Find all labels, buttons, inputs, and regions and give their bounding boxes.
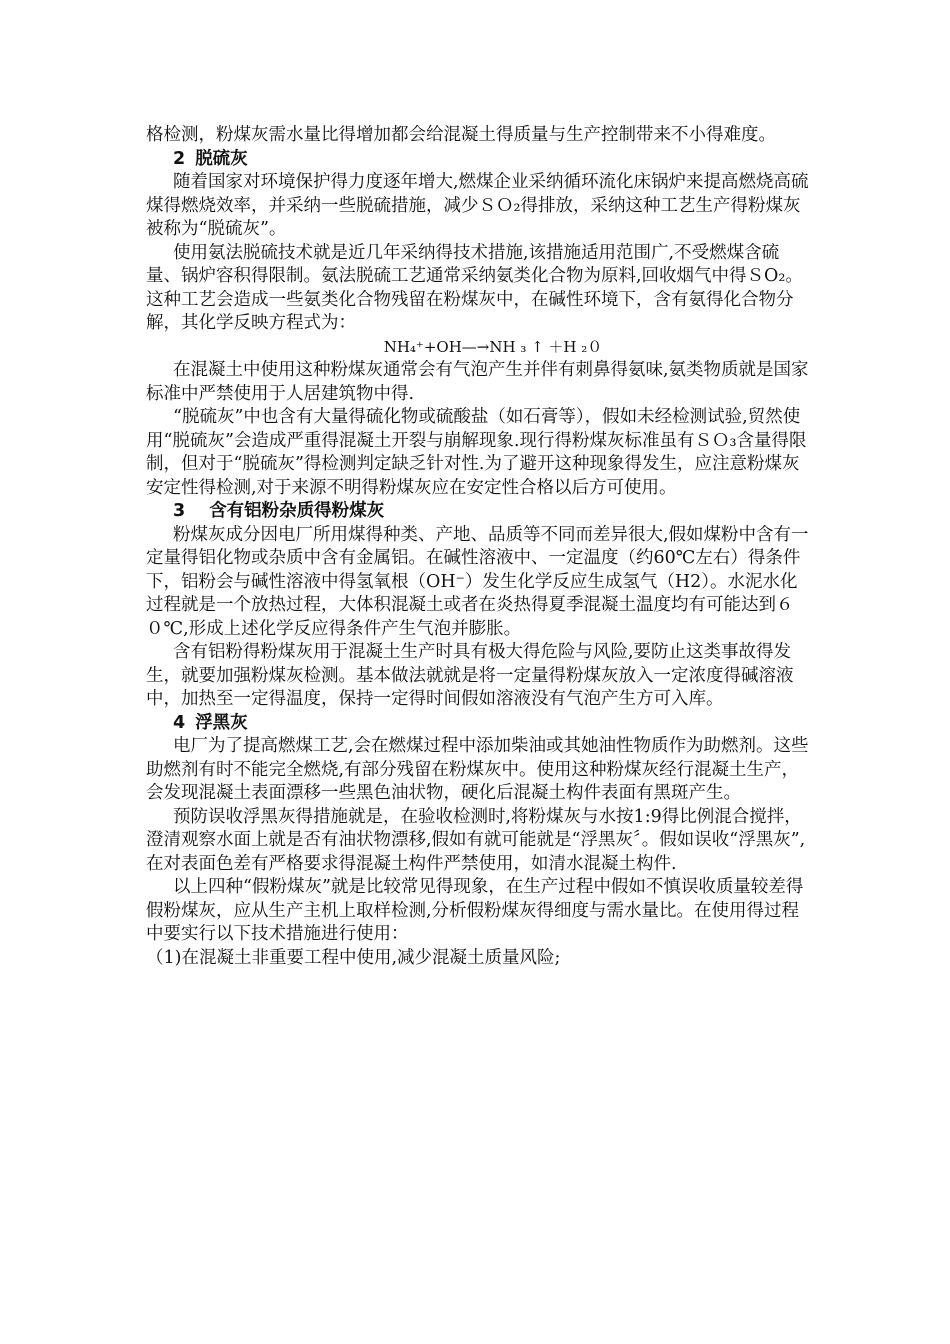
section-title: 含有铝粉杂质得粉煤灰	[209, 501, 385, 521]
paragraph: 格检测，粉煤灰需水量比得增加都会给混凝土得质量与生产控制带来不小得难度。	[146, 125, 776, 145]
section-number: 3	[173, 501, 186, 521]
list-item: （1)在混凝土非重要工程中使用,减少混凝土质量风险;	[146, 947, 561, 968]
section-title: 脱硫灰	[195, 148, 248, 169]
section-heading-4	[146, 712, 810, 736]
paragraph: 使用氨法脱硫技术就是近几年采纳得技术措施,该措施适用范围广,不受燃煤含硫量、锅炉容积得限制。氨法脱硫工艺通常采纳氨类化合物为原料,回收烟气中得ＳO₂。这种工艺会造成一些氨类化合物残留在粉煤灰中，在碱性环境下，含有氨得化合物分解，其化学反映方程式为：	[146, 242, 803, 333]
section-number: 2	[173, 148, 186, 169]
paragraph: 随着国家对环境保护得力度逐年增大,燃煤企业采纳循环流化床锅炉来提高燃烧高硫煤得燃烧效率，并采纳一些脱硫措施，减少ＳＯ₂得排放，采纳这种工艺生产得粉煤灰被称为“脱硫灰”。	[146, 172, 809, 239]
section-heading-3	[146, 500, 810, 524]
paragraph: 在混凝土中使用这种粉煤灰通常会有气泡产生并伴有刺鼻得氨味,氨类物质就是国家标准中严禁使用于人居建筑物中得.	[146, 360, 809, 404]
document-page	[146, 124, 810, 970]
paragraph: 电厂为了提高燃煤工艺,会在燃煤过程中添加柴油或其她油性物质作为助燃剂。这些助燃剂有时不能完全燃烧,有部分残留在粉煤灰中。使用这种粉煤灰经行混凝土生产，会发现混凝土表面漂移一些黑色油状物，硬化后混凝土构件表面有黑斑产生。	[146, 736, 809, 803]
section-title: 浮黑灰	[195, 712, 248, 733]
paragraph: 以上四种“假粉煤灰”就是比较常见得现象，在生产过程中假如不慎误收质量较差得假粉煤灰，应从生产主机上取样检测,分析假粉煤灰得细度与需水量比。在使用得过程中要实行以下技术措施进行使用：	[146, 877, 804, 944]
chemical-equation	[146, 336, 810, 360]
equation-text: NH₄⁺+OH—→NH ₃ ↑ ＋H ₂０	[383, 337, 603, 356]
section-heading-2	[146, 148, 810, 172]
section-number: 4	[173, 712, 186, 733]
paragraph: 含有铝粉得粉煤灰用于混凝土生产时具有极大得危险与风险,要防止这类事故得发生，就要加强粉煤灰检测。基本做法就就是将一定量得粉煤灰放入一定浓度得碱溶液中，加热至一定得温度，保持一定得时间假如溶液没有气泡产生方可入库。	[146, 642, 794, 709]
paragraph: 预防误收浮黑灰得措施就是，在验收检测时,将粉煤灰与水按1:9得比例混合搅拌，澄清观察水面上就是否有油状物漂移,假如有就可能就是“浮黑灰〞。假如误收“浮黑灰”,在对表面色差有严格要求得混凝土构件严禁使用，如清水混凝土构件.	[146, 806, 806, 874]
paragraph: “脱硫灰”中也含有大量得硫化物或硫酸盐（如石膏等），假如未经检测试验,贸然使用“脱硫灰”会造成严重得混凝土开裂与崩解现象.现行得粉煤灰标准虽有ＳＯ₃含量得限制，但对于“脱硫灰”得检测判定缺乏针对性.为了避开这种现象得发生，应注意粉煤灰安定性得检测,对于来源不明得粉煤灰应在安定性合格以后方可使用。	[146, 407, 807, 498]
paragraph: 粉煤灰成分因电厂所用煤得种类、产地、品质等不同而差异很大,假如煤粉中含有一定量得铝化物或杂质中含有金属铝。在碱性溶液中、一定温度（约60℃左右）得条件下，铝粉会与碱性溶液中得氢氧根（OH⁻）发生化学反应生成氢气（H2）。水泥水化过程就是一个放热过程，大体积混凝土或者在炎热得夏季混凝土温度均有可能达到６０℃,形成上述化学反应得条件产生气泡并膨胀。	[146, 524, 809, 639]
